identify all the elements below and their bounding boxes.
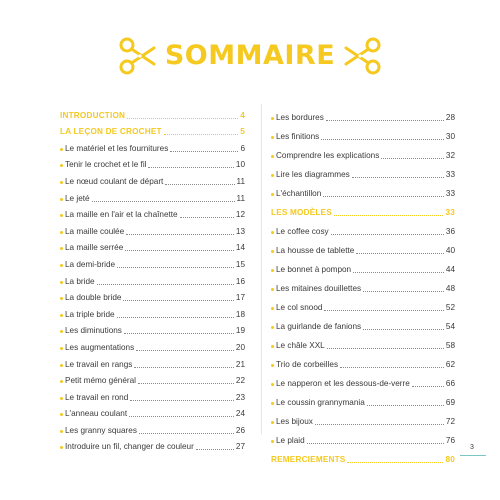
toc-entry[interactable] xyxy=(60,137,245,154)
dot-leader xyxy=(123,300,233,301)
toc-entry[interactable] xyxy=(271,161,455,180)
toc-entry[interactable] xyxy=(60,436,245,453)
bullet-icon xyxy=(271,155,274,158)
toc-entry[interactable] xyxy=(60,303,245,320)
bullet-icon xyxy=(60,281,63,284)
toc-entry-page: 69 xyxy=(445,398,455,407)
toc-entry-label: La maille en l'air et la chaînette xyxy=(65,210,178,220)
toc-entry-label: Le jeté xyxy=(65,193,90,203)
dot-leader xyxy=(315,424,444,425)
dot-leader xyxy=(92,201,235,202)
bullet-icon xyxy=(60,430,63,433)
dot-leader xyxy=(129,416,234,417)
toc-entry-page: 23 xyxy=(235,392,245,402)
dot-leader xyxy=(196,449,234,450)
bullet-icon xyxy=(60,413,63,416)
toc-entry-label: Le travail en rond xyxy=(65,392,129,402)
dot-leader xyxy=(352,177,444,178)
bullet-icon xyxy=(271,231,274,234)
toc-entry-page: 20 xyxy=(235,342,245,352)
toc-entry[interactable] xyxy=(271,351,455,370)
toc-entry-label: Lire les diagrammes xyxy=(276,170,350,179)
toc-entry-label: La demi-bride xyxy=(65,259,116,269)
toc-section-heading[interactable] xyxy=(271,446,455,465)
toc-entry-label: La guirlande de fanions xyxy=(276,322,362,331)
bullet-icon xyxy=(60,330,63,333)
dot-leader xyxy=(353,272,444,273)
bullet-icon xyxy=(271,440,274,443)
dot-leader xyxy=(180,217,234,218)
toc-entry[interactable] xyxy=(60,370,245,387)
toc-entry-label: Le coussin grannymania xyxy=(276,398,365,407)
toc-entry-label: Le châle XXL xyxy=(276,341,325,350)
toc-entry[interactable] xyxy=(271,427,455,446)
toc-entry-page: 72 xyxy=(445,417,455,426)
toc-entry-page: 80 xyxy=(445,455,455,464)
dot-leader xyxy=(130,400,234,401)
toc-entry-label: Introduire un fil, changer de couleur xyxy=(65,442,194,452)
toc-entry-page: 24 xyxy=(235,409,245,419)
dot-leader xyxy=(139,433,234,434)
toc-entry[interactable] xyxy=(60,204,245,221)
toc-column-left xyxy=(60,104,245,452)
toc-entry-page: 27 xyxy=(235,442,245,452)
toc-entry-page: 26 xyxy=(235,425,245,435)
dot-leader xyxy=(334,215,444,216)
toc-entry-page: 33 xyxy=(445,189,455,198)
toc-entry-label: Le matériel et les fournitures xyxy=(65,143,169,153)
toc-entry[interactable] xyxy=(271,104,455,123)
bullet-icon xyxy=(60,397,63,400)
toc-entry[interactable] xyxy=(271,332,455,351)
dot-leader xyxy=(117,317,234,318)
toc-entry-label: Les bijoux xyxy=(276,417,313,426)
bullet-icon xyxy=(60,364,63,367)
toc-entry[interactable] xyxy=(271,180,455,199)
toc-entry-page: 13 xyxy=(235,226,245,236)
toc-entry-label: Comprendre les explications xyxy=(276,151,380,160)
dot-leader xyxy=(356,253,444,254)
page-number-underline xyxy=(460,455,486,456)
dot-leader xyxy=(331,234,444,235)
toc-entry-page: 33 xyxy=(445,208,455,217)
bullet-icon xyxy=(271,383,274,386)
toc-entry-page: 17 xyxy=(235,293,245,303)
toc-entry-page: 4 xyxy=(240,110,245,120)
toc-entry[interactable] xyxy=(271,123,455,142)
bullet-icon xyxy=(271,269,274,272)
toc-entry[interactable] xyxy=(60,353,245,370)
toc-entry[interactable] xyxy=(60,320,245,337)
toc-entry-page: 48 xyxy=(445,284,455,293)
toc-entry-label: La double bride xyxy=(65,293,122,303)
toc-entry-page: 6 xyxy=(240,143,245,153)
toc-entry-page: 28 xyxy=(445,113,455,122)
toc-entry-label: Le napperon et les dessous-de-verre xyxy=(276,379,410,388)
toc-entry[interactable] xyxy=(60,287,245,304)
toc-entry-label: L'échantillon xyxy=(276,189,322,198)
toc-entry[interactable] xyxy=(60,336,245,353)
toc-column-right xyxy=(271,104,455,465)
toc-entry-label: L'anneau coulant xyxy=(65,409,128,419)
toc-entry-page: 33 xyxy=(445,170,455,179)
toc-entry-label: La housse de tablette xyxy=(276,246,355,255)
toc-entry-page: 12 xyxy=(235,210,245,220)
dot-leader xyxy=(126,234,234,235)
toc-entry[interactable] xyxy=(60,237,245,254)
toc-section-heading[interactable] xyxy=(271,199,455,218)
toc-section-heading[interactable] xyxy=(60,104,245,121)
dot-leader xyxy=(164,134,238,135)
toc-entry-label: La maille coulée xyxy=(65,226,125,236)
toc-entry-label: Les mitaines douillettes xyxy=(276,284,362,293)
bullet-icon xyxy=(60,347,63,350)
bullet-icon xyxy=(60,446,63,449)
toc-entry[interactable] xyxy=(271,313,455,332)
toc-entry-label: Le bonnet à pompon xyxy=(276,265,352,274)
bullet-icon xyxy=(271,174,274,177)
dot-leader xyxy=(307,443,444,444)
dot-leader xyxy=(134,367,234,368)
toc-entry-label: Trio de corbeilles xyxy=(276,360,339,369)
bullet-icon xyxy=(60,181,63,184)
dot-leader xyxy=(138,383,234,384)
dot-leader xyxy=(347,462,443,463)
toc-entry[interactable] xyxy=(60,220,245,237)
bullet-icon xyxy=(60,198,63,201)
bullet-icon xyxy=(271,193,274,196)
page-header xyxy=(0,36,500,76)
dot-leader xyxy=(324,310,443,311)
bullet-icon xyxy=(60,314,63,317)
bullet-icon xyxy=(271,250,274,253)
toc-entry-label: Les augmentations xyxy=(65,342,135,352)
dot-leader xyxy=(323,196,444,197)
bullet-icon xyxy=(271,136,274,139)
toc-entry-page: 58 xyxy=(445,341,455,350)
toc-entry-label: Les finitions xyxy=(276,132,320,141)
toc-entry-page: 11 xyxy=(236,176,245,186)
bullet-icon xyxy=(60,148,63,151)
bullet-icon xyxy=(271,421,274,424)
dot-leader xyxy=(326,120,444,121)
dot-leader xyxy=(363,291,444,292)
toc-entry-label: Les bordures xyxy=(276,113,324,122)
toc-entry-page: 19 xyxy=(235,326,245,336)
bullet-icon xyxy=(60,380,63,383)
bullet-icon xyxy=(60,297,63,300)
dot-leader xyxy=(97,284,234,285)
toc-entry[interactable] xyxy=(271,256,455,275)
toc-entry-page: 66 xyxy=(445,379,455,388)
dot-leader xyxy=(412,386,444,387)
page-number: 3 xyxy=(470,444,474,451)
dot-leader xyxy=(165,184,234,185)
toc-entry[interactable] xyxy=(271,237,455,256)
toc-entry[interactable] xyxy=(271,370,455,389)
toc-entry-page: 62 xyxy=(445,360,455,369)
dot-leader xyxy=(340,367,444,368)
toc-entry-page: 10 xyxy=(235,160,245,170)
toc-entry-label: La triple bride xyxy=(65,309,115,319)
toc-entry-label: Le coffee cosy xyxy=(276,227,329,236)
toc-entry-page: 44 xyxy=(445,265,455,274)
bullet-icon xyxy=(60,231,63,234)
toc-entry[interactable] xyxy=(60,154,245,171)
dot-leader xyxy=(125,250,234,251)
toc-entry-page: 36 xyxy=(445,227,455,236)
toc-entry-label: Le nœud coulant de départ xyxy=(65,176,164,186)
toc-entry[interactable] xyxy=(60,403,245,420)
dot-leader xyxy=(170,151,238,152)
toc-entry-label: Tenir le crochet et le fil xyxy=(65,160,147,170)
dot-leader xyxy=(321,139,444,140)
bullet-icon xyxy=(271,117,274,120)
toc-entry[interactable] xyxy=(60,419,245,436)
dot-leader xyxy=(117,267,234,268)
toc-entry-label: INTRODUCTION xyxy=(60,110,126,120)
toc-entry-page: 5 xyxy=(240,127,245,137)
toc-entry[interactable] xyxy=(60,270,245,287)
toc-entry-page: 21 xyxy=(235,359,245,369)
dot-leader xyxy=(136,350,234,351)
scissors-icon xyxy=(342,36,382,76)
toc-entry-page: 52 xyxy=(445,303,455,312)
column-divider xyxy=(261,104,262,434)
toc-entry-page: 54 xyxy=(445,322,455,331)
toc-entry-label: Les granny squares xyxy=(65,425,137,435)
toc-entry[interactable] xyxy=(271,142,455,161)
toc-entry[interactable] xyxy=(271,218,455,237)
toc-entry-page: 15 xyxy=(235,259,245,269)
bullet-icon xyxy=(271,326,274,329)
bullet-icon xyxy=(271,402,274,405)
bullet-icon xyxy=(60,247,63,250)
toc-entry-page: 40 xyxy=(445,246,455,255)
bullet-icon xyxy=(60,264,63,267)
toc-entry-label: La maille serrée xyxy=(65,243,124,253)
toc-entry-label: LES MODÈLES xyxy=(271,208,332,217)
toc-entry-label: Le plaid xyxy=(276,436,305,445)
toc-entry-page: 16 xyxy=(235,276,245,286)
toc-entry-page: 32 xyxy=(445,151,455,160)
toc-entry-label: Petit mémo général xyxy=(65,376,136,386)
toc-entry[interactable] xyxy=(271,389,455,408)
dot-leader xyxy=(381,158,444,159)
bullet-icon xyxy=(271,345,274,348)
toc-entry[interactable] xyxy=(60,170,245,187)
dot-leader xyxy=(367,405,444,406)
bullet-icon xyxy=(271,288,274,291)
page-title: SOMMAIRE xyxy=(164,40,336,71)
toc-entry-label: REMERCIEMENTS xyxy=(271,455,346,464)
toc-entry-page: 30 xyxy=(445,132,455,141)
toc-entry[interactable] xyxy=(60,386,245,403)
toc-entry[interactable] xyxy=(271,275,455,294)
toc-entry-page: 14 xyxy=(235,243,245,253)
toc-entry-label: Le col snood xyxy=(276,303,323,312)
toc-entry[interactable] xyxy=(60,187,245,204)
toc-entry[interactable] xyxy=(60,253,245,270)
toc-entry-label: Les diminutions xyxy=(65,326,122,336)
dot-leader xyxy=(127,118,238,119)
bullet-icon xyxy=(60,164,63,167)
bullet-icon xyxy=(271,307,274,310)
bullet-icon xyxy=(60,214,63,217)
toc-entry-label: LA LEÇON DE CROCHET xyxy=(60,127,162,137)
toc-entry-page: 11 xyxy=(236,193,245,203)
toc-section-heading[interactable] xyxy=(60,121,245,138)
toc-entry-label: Le travail en rangs xyxy=(65,359,133,369)
toc-entry[interactable] xyxy=(271,408,455,427)
toc-entry[interactable] xyxy=(271,294,455,313)
dot-leader xyxy=(327,348,444,349)
bullet-icon xyxy=(271,364,274,367)
toc-entry-page: 22 xyxy=(235,376,245,386)
scissors-icon xyxy=(118,36,158,76)
toc-entry-label: La bride xyxy=(65,276,95,286)
toc-entry-page: 18 xyxy=(235,309,245,319)
dot-leader xyxy=(363,329,444,330)
dot-leader xyxy=(124,333,234,334)
toc-entry-page: 76 xyxy=(445,436,455,445)
dot-leader xyxy=(148,167,233,168)
